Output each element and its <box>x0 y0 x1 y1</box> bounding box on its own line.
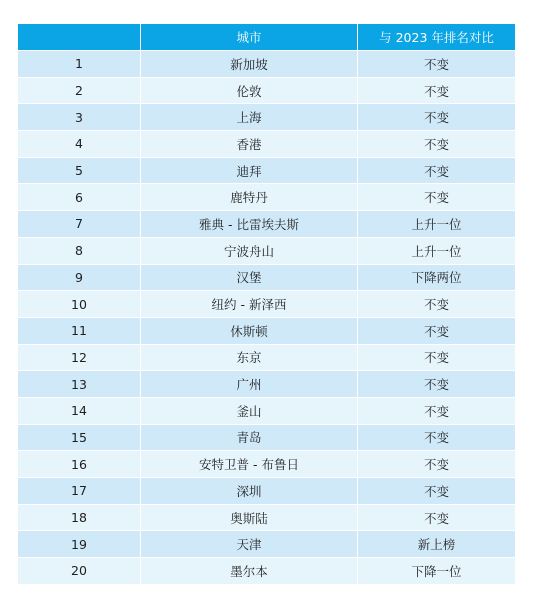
city-cell: 鹿特丹 <box>141 183 358 210</box>
ranking-table-container <box>18 24 515 584</box>
rank-cell: 5 <box>18 157 141 184</box>
city-cell: 青岛 <box>141 424 358 451</box>
table-row <box>18 290 515 317</box>
change-cell: 不变 <box>358 477 515 504</box>
change-cell: 上升一位 <box>358 210 515 237</box>
table-row <box>18 157 515 184</box>
table-row <box>18 344 515 371</box>
change-cell: 不变 <box>358 504 515 531</box>
table-row <box>18 424 515 451</box>
rank-cell: 8 <box>18 237 141 264</box>
change-cell: 不变 <box>358 130 515 157</box>
city-cell: 广州 <box>141 370 358 397</box>
city-cell: 纽约 - 新泽西 <box>141 290 358 317</box>
city-cell: 新加坡 <box>141 50 358 77</box>
rank-cell: 13 <box>18 370 141 397</box>
change-cell: 不变 <box>358 317 515 344</box>
table-row <box>18 317 515 344</box>
change-cell: 不变 <box>358 50 515 77</box>
city-cell: 天津 <box>141 530 358 557</box>
change-cell: 不变 <box>358 450 515 477</box>
city-cell: 宁波舟山 <box>141 237 358 264</box>
ranking-table <box>18 24 515 584</box>
change-cell: 不变 <box>358 370 515 397</box>
table-row <box>18 237 515 264</box>
change-cell: 不变 <box>358 183 515 210</box>
table-row <box>18 130 515 157</box>
city-cell: 安特卫普 - 布鲁日 <box>141 450 358 477</box>
city-cell: 深圳 <box>141 477 358 504</box>
city-cell: 汉堡 <box>141 264 358 291</box>
header-city: 城市 <box>141 24 358 50</box>
city-cell: 迪拜 <box>141 157 358 184</box>
table-row <box>18 397 515 424</box>
rank-cell: 3 <box>18 103 141 130</box>
change-cell: 不变 <box>358 103 515 130</box>
city-cell: 雅典 - 比雷埃夫斯 <box>141 210 358 237</box>
table-row <box>18 77 515 104</box>
table-row <box>18 557 515 584</box>
city-cell: 釜山 <box>141 397 358 424</box>
table-row <box>18 530 515 557</box>
rank-cell: 11 <box>18 317 141 344</box>
rank-cell: 7 <box>18 210 141 237</box>
rank-cell: 20 <box>18 557 141 584</box>
rank-cell: 4 <box>18 130 141 157</box>
change-cell: 不变 <box>358 77 515 104</box>
rank-cell: 6 <box>18 183 141 210</box>
rank-cell: 17 <box>18 477 141 504</box>
change-cell: 不变 <box>358 397 515 424</box>
city-cell: 休斯顿 <box>141 317 358 344</box>
city-cell: 墨尔本 <box>141 557 358 584</box>
table-row <box>18 504 515 531</box>
table-row <box>18 264 515 291</box>
change-cell: 不变 <box>358 424 515 451</box>
rank-cell: 16 <box>18 450 141 477</box>
city-cell: 伦敦 <box>141 77 358 104</box>
table-row <box>18 210 515 237</box>
change-cell: 下降一位 <box>358 557 515 584</box>
table-header-row <box>18 24 515 50</box>
city-cell: 奥斯陆 <box>141 504 358 531</box>
header-change: 与 2023 年排名对比 <box>358 24 515 50</box>
rank-cell: 1 <box>18 50 141 77</box>
rank-cell: 10 <box>18 290 141 317</box>
table-row <box>18 103 515 130</box>
change-cell: 新上榜 <box>358 530 515 557</box>
change-cell: 下降两位 <box>358 264 515 291</box>
rank-cell: 18 <box>18 504 141 531</box>
rank-cell: 9 <box>18 264 141 291</box>
city-cell: 上海 <box>141 103 358 130</box>
table-body <box>18 50 515 584</box>
table-row <box>18 370 515 397</box>
rank-cell: 19 <box>18 530 141 557</box>
table-row <box>18 477 515 504</box>
change-cell: 不变 <box>358 290 515 317</box>
city-cell: 东京 <box>141 344 358 371</box>
rank-cell: 15 <box>18 424 141 451</box>
table-row <box>18 50 515 77</box>
table-row <box>18 183 515 210</box>
city-cell: 香港 <box>141 130 358 157</box>
change-cell: 不变 <box>358 157 515 184</box>
table-row <box>18 450 515 477</box>
rank-cell: 14 <box>18 397 141 424</box>
rank-cell: 12 <box>18 344 141 371</box>
change-cell: 上升一位 <box>358 237 515 264</box>
rank-cell: 2 <box>18 77 141 104</box>
change-cell: 不变 <box>358 344 515 371</box>
header-rank <box>18 24 141 50</box>
